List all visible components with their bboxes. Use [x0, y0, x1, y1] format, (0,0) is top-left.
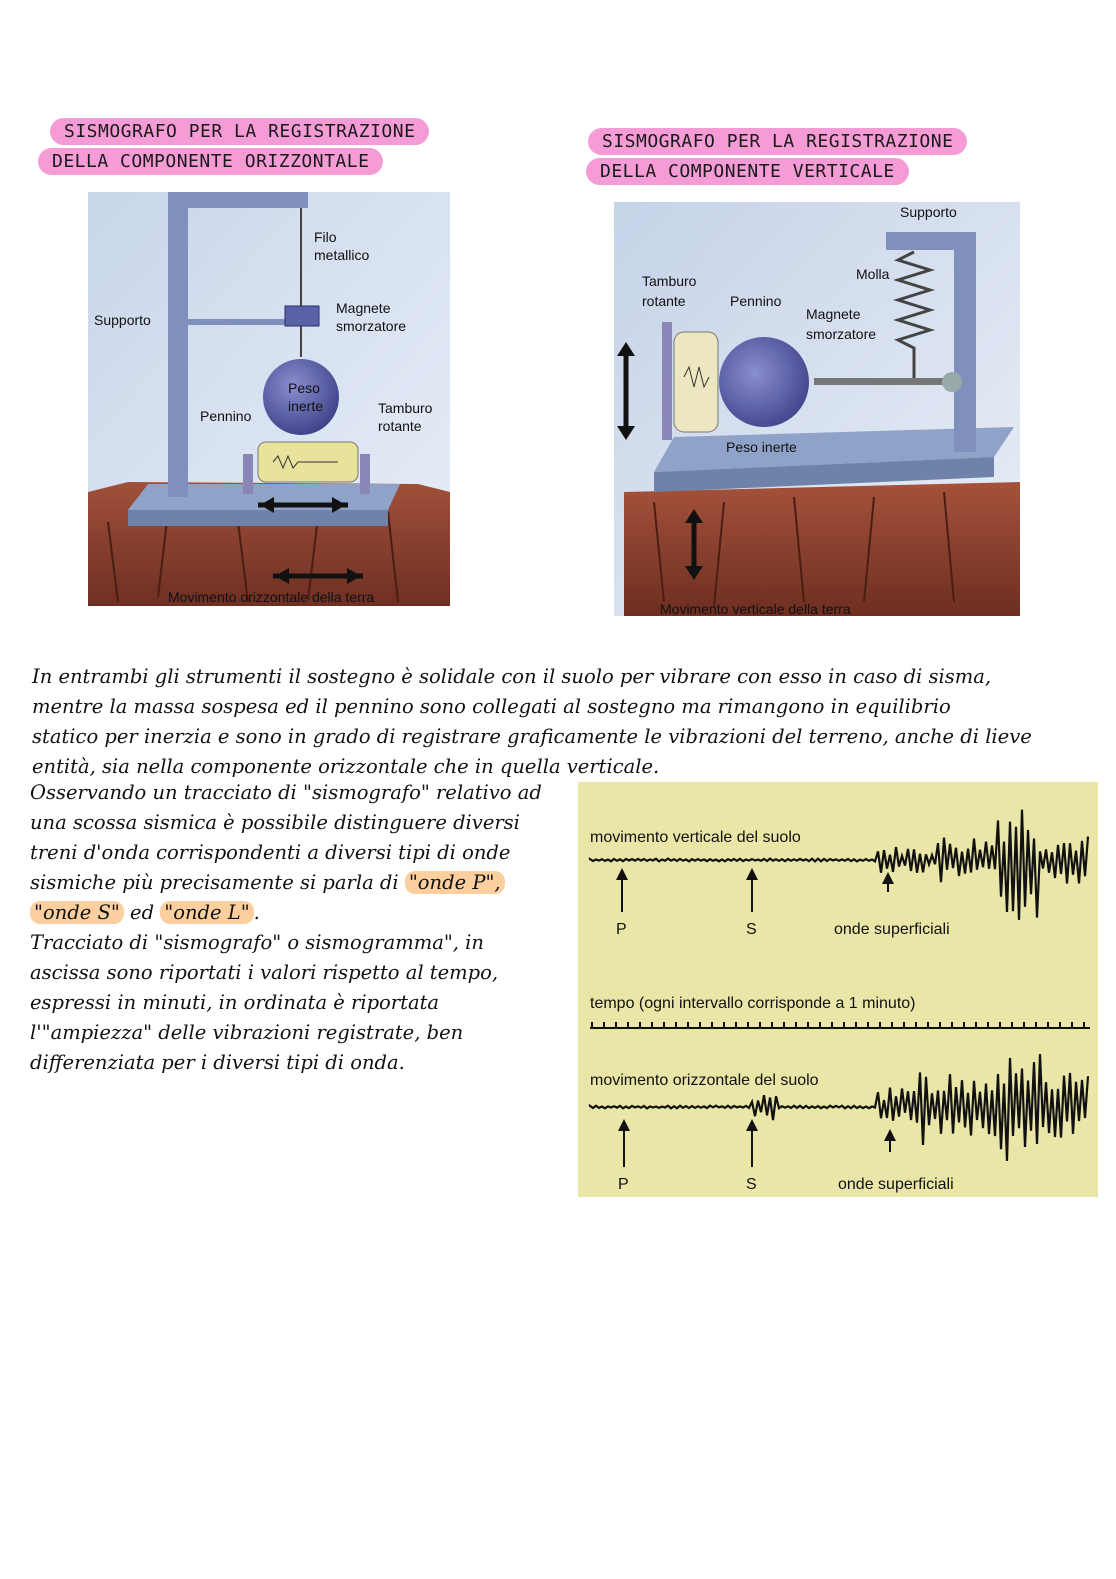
paragraph-line [30, 868, 570, 898]
label-magnete-1: Magnete [336, 300, 391, 316]
label-s-vertical: S [746, 921, 757, 938]
right-title-line-1: SISMOGRAFO PER LA REGISTRAZIONE [588, 128, 967, 155]
paragraph-line: In entrambi gli strumenti il sostegno è solidale con il suolo per vibrare con esso in caso di sisma, [32, 665, 992, 688]
caption-horizontal-movement: Movimento orizzontale della terra [168, 589, 375, 605]
label-tamburo-r-2: rotante [642, 293, 686, 309]
label-s-horizontal: S [746, 1176, 757, 1193]
label-surface-vertical: onde superficiali [834, 921, 950, 938]
label-magnete-r-2: smorzatore [806, 326, 877, 342]
paragraph-line: statico per inerzia e sono in grado di registrare graficamente le vibrazioni del terreno, anche di lieve [32, 725, 1032, 748]
label-supporto-r: Supporto [900, 204, 957, 220]
seismogram-figure [578, 782, 1098, 1197]
caption-vertical-movement: Movimento verticale della terra [660, 601, 851, 616]
left-title-line-2: DELLA COMPONENTE ORIZZONTALE [38, 148, 383, 175]
seismogram-description-paragraph [30, 928, 570, 1078]
label-peso-r: Peso inerte [726, 439, 797, 455]
paragraph-line: Tracciato di "sismografo" o sismogramma", in [30, 931, 484, 954]
time-axis [590, 1022, 1090, 1028]
label-horizontal-movement: movimento orizzontale del suolo [590, 1072, 819, 1089]
paragraph-text: sismiche più precisamente si parla di [30, 871, 399, 894]
vertical-trace [590, 810, 1088, 920]
label-magnete-r-1: Magnete [806, 306, 861, 322]
paragraph-line: treni d'onda corrispondenti a diversi tipi di onde [30, 841, 511, 864]
paragraph-line: entità, sia nella componente orizzontale che in quella verticale. [32, 755, 660, 778]
label-pennino-r: Pennino [730, 293, 782, 309]
paragraph-text-ed: ed [123, 901, 161, 924]
paragraph-line: ascissa sono riportati i valori rispetto al tempo, [30, 961, 499, 984]
paragraph-line: differenziata per i diversi tipi di onda. [30, 1051, 405, 1074]
label-time: tempo (ogni intervallo corrisponde a 1 minuto) [590, 995, 916, 1012]
highlight-onde-l: "onde L" [160, 901, 253, 924]
highlight-onde-s: "onde S" [30, 901, 124, 924]
label-filo-2: metallico [314, 247, 370, 263]
label-tamburo-1: Tamburo [378, 400, 433, 416]
wave-types-paragraph [30, 778, 570, 928]
label-peso-1: Peso [288, 380, 320, 396]
label-p-horizontal: P [618, 1176, 629, 1193]
vertical-seismograph-illustration [614, 202, 1020, 616]
paragraph-line: Osservando un tracciato di "sismografo" relativo ad [30, 781, 542, 804]
label-tamburo-2: rotante [378, 418, 422, 434]
paragraph-line: l'"ampiezza" delle vibrazioni registrate, ben [30, 1021, 464, 1044]
highlight-onde-p: "onde P", [405, 871, 505, 894]
label-molla: Molla [856, 266, 890, 282]
paragraph-line: una scossa sismica è possibile distinguere diversi [30, 811, 520, 834]
horizontal-trace [590, 1054, 1088, 1161]
paragraph-line [30, 898, 570, 928]
right-title-line-2: DELLA COMPONENTE VERTICALE [586, 158, 909, 185]
horizontal-arrows [618, 1119, 896, 1167]
paragraph-line: espressi in minuti, in ordinata è riportata [30, 991, 440, 1014]
label-p-vertical: P [616, 921, 627, 938]
label-magnete-2: smorzatore [336, 318, 407, 334]
label-pennino: Pennino [200, 408, 252, 424]
horizontal-seismograph-illustration [88, 192, 450, 606]
intro-paragraph [32, 662, 1082, 782]
paragraph-text-end: . [253, 901, 260, 924]
label-filo-1: Filo [314, 229, 337, 245]
label-vertical-movement: movimento verticale del suolo [590, 829, 801, 846]
label-surface-horizontal: onde superficiali [838, 1176, 954, 1193]
label-tamburo-r-1: Tamburo [642, 273, 697, 289]
paragraph-line: mentre la massa sospesa ed il pennino sono collegati al sostegno ma rimangono in equilibrio [32, 695, 951, 718]
label-supporto: Supporto [94, 312, 151, 328]
vertical-arrows [616, 868, 894, 912]
label-peso-2: inerte [288, 398, 324, 414]
left-title-line-1: SISMOGRAFO PER LA REGISTRAZIONE [50, 118, 429, 145]
